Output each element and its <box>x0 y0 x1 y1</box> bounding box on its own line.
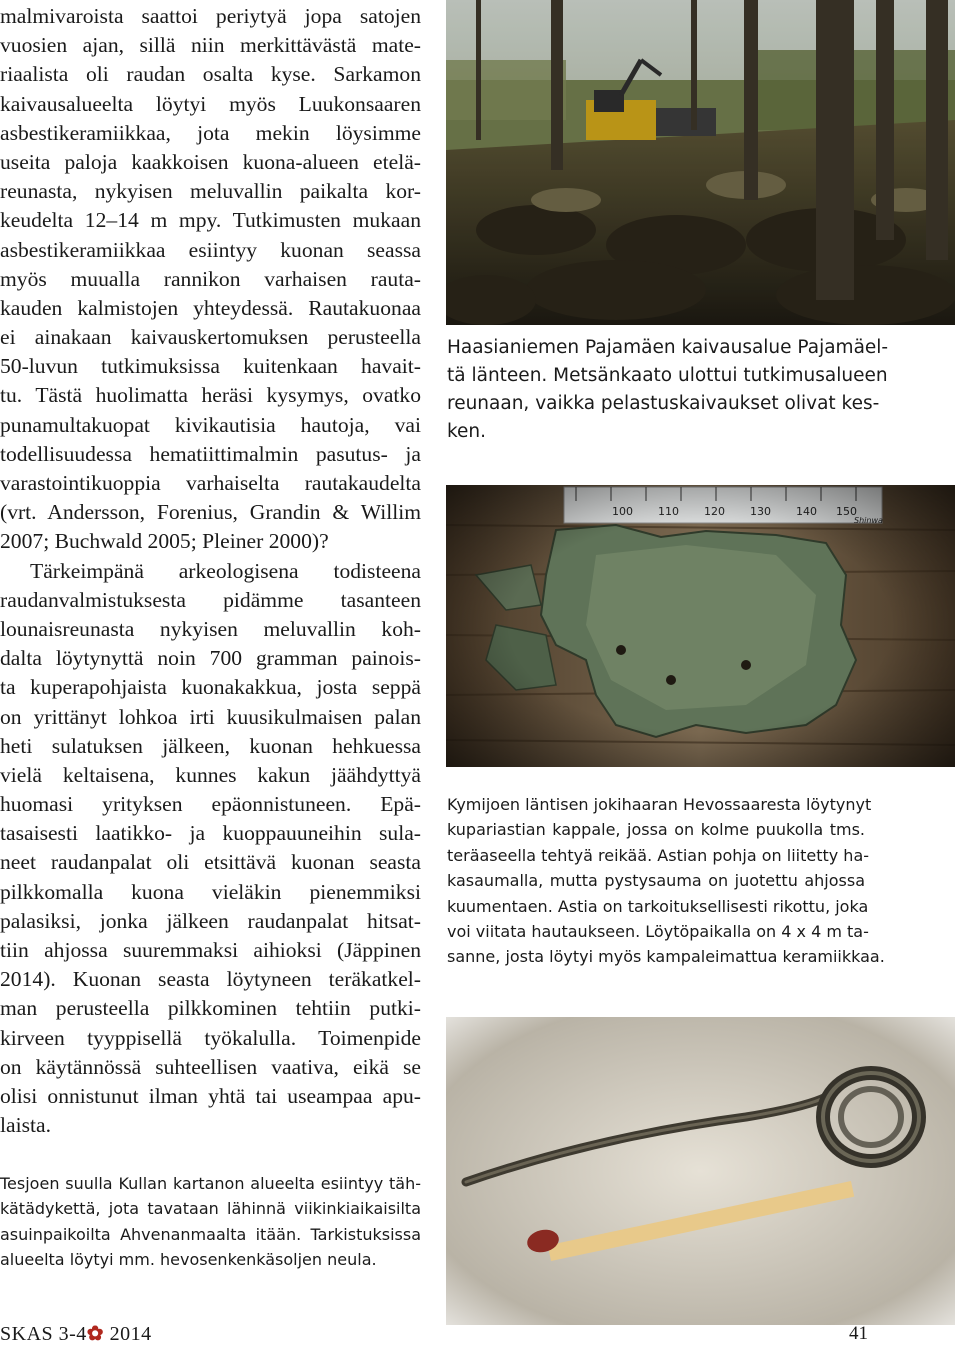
body-text-line: (vrt. Andersson, Forenius, Grandin & Willim <box>0 500 421 525</box>
caption-line: kupariastian kappale, jossa on kolme puukolla tms. <box>447 820 865 840</box>
ornament-icon: ✿ <box>86 1323 105 1345</box>
caption-line: sanne, josta löytyi myös kampaleimattua keramiikkaa. <box>447 947 885 967</box>
body-text-line: useita paloja kaakkoisen kuona-alueen etelä- <box>0 149 421 174</box>
body-text-line: malmivaroista saattoi periytyä jopa satojen <box>0 4 421 28</box>
body-text-line: punamultakuopat kivikautisia hautoja, vai <box>0 412 421 437</box>
caption-line: kasaumalla, mutta pystysauma on juotettu ahjossa <box>447 871 865 891</box>
caption-line: kätädykettä, jota tavataan lähinnä viikinkiaikaisilta <box>0 1199 421 1219</box>
body-text-line: asbestikeramiikkaa, jota mekin löysimme <box>0 120 421 145</box>
body-text-line: laista. <box>0 1113 51 1138</box>
body-text <box>0 2 421 1140</box>
caption-line: asuinpaikoilta Ahvenanmaalta itään. Tarkistuksissa <box>0 1224 421 1244</box>
body-text-line: raudanvalmistuksesta pidämme tasanteen <box>0 587 421 612</box>
body-text-line: palasiksi, jonka jälkeen raudanpalat hitsat- <box>0 908 421 933</box>
caption-line: voi viitata hautaukseen. Löytöpaikalla on 4 x 4 m ta- <box>447 922 869 942</box>
body-text-line: on käytännössä suhteellisen vaativa, eikä se <box>0 1054 421 1079</box>
body-text-line: olisi onnistunut ilman yhtä tai useampaa apu- <box>0 1083 421 1108</box>
body-text-line: keudelta 12–14 m mpy. Tutkimusten mukaan <box>0 208 421 233</box>
body-text-line: man perusteella pilkkominen tehtiin putki- <box>0 996 421 1021</box>
body-text-line: varastointikuoppia varhaiselta rautakaudelta <box>0 471 421 495</box>
excavation-site-photo <box>446 0 955 325</box>
caption-line: Kymijoen läntisen jokihaaran Hevossaaresta löytynyt <box>447 795 872 814</box>
body-text-line: kauden kalmistojen yhteydessä. Rautakuonaa <box>0 295 421 320</box>
body-text-line: asbestikeramiikkaa esiintyy kuonan seassa <box>0 237 421 262</box>
body-text-line: dalta löytynyttä noin 700 gramman painois- <box>0 646 421 671</box>
caption-excavation-site <box>447 334 889 446</box>
caption-line: kuumentaen. Astia on tarkoituksellisesti rikottu, joka <box>447 896 869 916</box>
iron-brooch-photo <box>446 1017 955 1325</box>
body-text-line: todellisuudessa hematiittimalmin pasutus- ja <box>0 441 421 466</box>
journal-year: 2014 <box>109 1323 152 1345</box>
caption-iron-brooch <box>0 1171 421 1272</box>
body-text-line: tasaisesti laatikko- ja kuoppauuneihin sula- <box>0 821 421 846</box>
body-text-line: huomasi yrityksen epäonnistuneen. Epä- <box>0 792 421 817</box>
caption-line: ken. <box>447 421 487 442</box>
body-text-line: lounaisreunasta nykyisen meluvallin koh- <box>0 616 421 641</box>
body-text-line: heti sulatuksen jälkeen, kuonan hehkuessa <box>0 733 421 758</box>
body-text-line: vuosien ajan, sillä niin merkittävästä mate- <box>0 33 421 58</box>
copper-vessel-fragment-photo <box>446 485 955 767</box>
journal-footer <box>0 1322 152 1346</box>
caption-line: reunaan, vaikka pelastuskaivaukset olivat kes- <box>447 393 880 414</box>
body-text-line: vielä keltaisena, kunnes kakun jäähdyttyä <box>0 762 421 787</box>
body-text-line: 2014). Kuonan seasta löytyneen teräkatkel- <box>0 967 421 992</box>
caption-line: alueelta löytyi mm. hevosenkenkäsoljen neula. <box>0 1249 377 1269</box>
caption-copper-vessel <box>447 792 885 970</box>
body-text-line: ei ainakaan kaivauskertomuksen perusteella <box>0 325 421 350</box>
body-text-line: pilkkomalla kuona vieläkin pienemmiksi <box>0 879 421 904</box>
body-text-line: myös muualla rannikon varhaisen rauta- <box>0 266 421 291</box>
body-text-line: 50-luvun tutkimuksissa kuitenkaan havait- <box>0 354 421 379</box>
body-text-line: ta kuperapohjaista kuonakakkua, josta seppä <box>0 675 421 700</box>
caption-line: Haasianiemen Pajamäen kaivausalue Pajamäel- <box>447 337 889 358</box>
body-text-line: tu. Tästä huolimatta heräsi kysymys, ovatko <box>0 383 421 408</box>
page-number: 41 <box>849 1323 868 1344</box>
caption-line: teräaseella tehtyä reikää. Astian pohja on liitetty ha- <box>447 845 870 865</box>
body-text-line: 2007; Buchwald 2005; Pleiner 2000)? <box>0 529 329 554</box>
body-text-line: reunasta, nykyisen meluvallin paikalta kor- <box>0 179 421 204</box>
body-text-line: neet raudanpalat oli etsittävä kuonan seasta <box>0 850 421 875</box>
caption-line: tä länteen. Metsänkaato ulottui tutkimusalueen <box>447 365 888 386</box>
body-text-line: Tärkeimpänä arkeologisena todisteena <box>30 558 421 583</box>
body-text-line: kirveen tyyppisellä työkalulla. Toimenpide <box>0 1025 421 1050</box>
body-text-line: kaivausalueelta löytyi myös Luukonsaaren <box>0 91 421 116</box>
journal-name: SKAS 3-4 <box>0 1323 87 1345</box>
caption-line: Tesjoen suulla Kullan kartanon alueelta esiintyy täh- <box>0 1174 421 1193</box>
body-text-line: tiin ahjossa suuremmaksi aihioksi (Jäppinen <box>0 938 421 962</box>
body-text-line: riaalista oli raudan osalta kyse. Sarkamon <box>0 62 421 87</box>
body-text-line: on yrittänyt lohkoa irti kuusikulmaisen palan <box>0 704 421 729</box>
